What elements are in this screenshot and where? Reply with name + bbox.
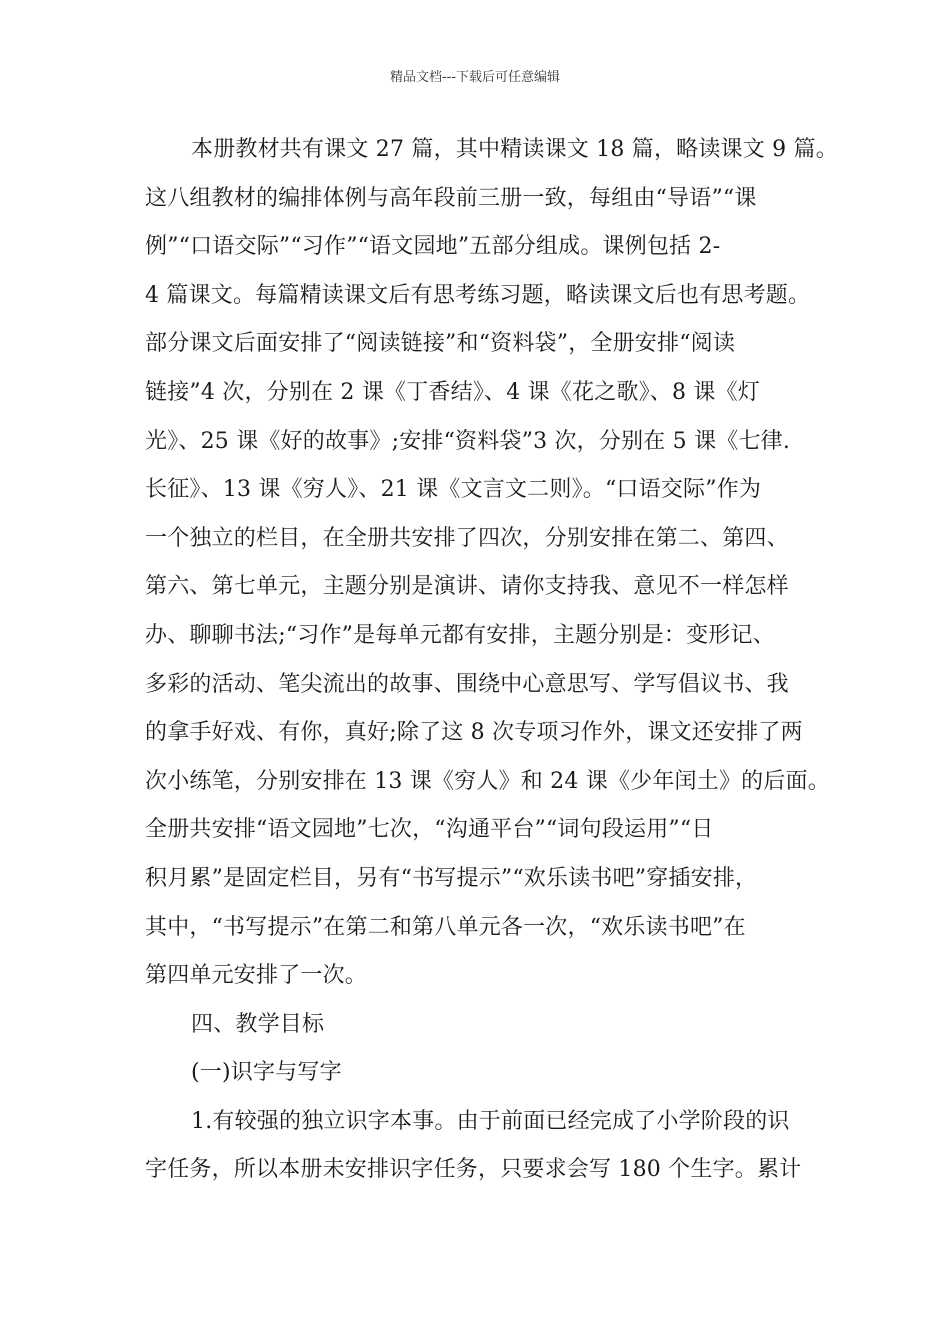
text-line: 部分课文后面安排了“阅读链接”和“资料袋”，全册安排“阅读	[145, 331, 736, 357]
text-line: 光》、25 课《好的故事》;安排“资料袋”3 次，分别在 5 课《七律.	[145, 428, 791, 454]
text-line: 链接”4 次，分别在 2 课《丁香结》、4 课《花之歌》、8 课《灯	[145, 379, 761, 405]
subheading-line: (一)识字与写字	[191, 1060, 342, 1086]
paragraph	[145, 126, 838, 1001]
page-header: 精品文档---下载后可任意编辑	[389, 70, 561, 85]
text-line: 这八组教材的编排体例与高年段前三册一致，每组由“导语”“课	[145, 185, 757, 211]
text-line: 例”“口语交际”“习作”“语文园地”五部分组成。课例包括 2-	[145, 234, 721, 260]
document-body	[145, 126, 838, 1195]
text-line: 一个独立的栏目，在全册共安排了四次，分别安排在第二、第四、	[145, 525, 789, 551]
text-line: 全册共安排“语文园地”七次，“沟通平台”“词句段运用”“日	[145, 817, 714, 843]
text-line: 办、聊聊书法;“习作”是每单元都有安排，主题分别是：变形记、	[145, 622, 775, 648]
text-line: 长征》、13 课《穷人》、21 课《文言文二则》。“口语交际”作为	[145, 477, 762, 503]
text-line: 本册教材共有课文 27 篇，其中精读课文 18 篇，略读课文 9 篇。	[191, 137, 838, 162]
text-line: 的拿手好戏、有你，真好;除了这 8 次专项习作外，课文还安排了两	[145, 720, 803, 746]
text-line: 第四单元安排了一次。	[145, 963, 368, 989]
text-line: 第六、第七单元，主题分别是演讲、请你支持我、意见不一样怎样	[145, 574, 789, 600]
text-line: 其中，“书写提示”在第二和第八单元各一次，“欢乐读书吧”在	[145, 914, 746, 940]
heading-line: 四、教学目标	[191, 1011, 325, 1037]
text-line: 多彩的活动、笔尖流出的故事、围绕中心意思写、学写倡议书、我	[145, 671, 789, 697]
text-line: 积月累”是固定栏目，另有“书写提示”“欢乐读书吧”穿插安排，	[145, 865, 758, 891]
text-line: 次小练笔，分别安排在 13 课《穷人》和 24 课《少年闰土》的后面。	[145, 768, 830, 794]
subsection-heading	[145, 1049, 825, 1098]
text-line: 1.有较强的独立识字本事。由于前面已经完成了小学阶段的识	[191, 1108, 790, 1134]
section-heading	[145, 1001, 825, 1050]
text-line: 4 篇课文。每篇精读课文后有思考练习题，略读课文后也有思考题。	[145, 282, 811, 308]
text-line: 字任务，所以本册未安排识字任务，只要求会写 180 个生字。累计	[145, 1157, 802, 1183]
paragraph	[145, 1098, 825, 1195]
